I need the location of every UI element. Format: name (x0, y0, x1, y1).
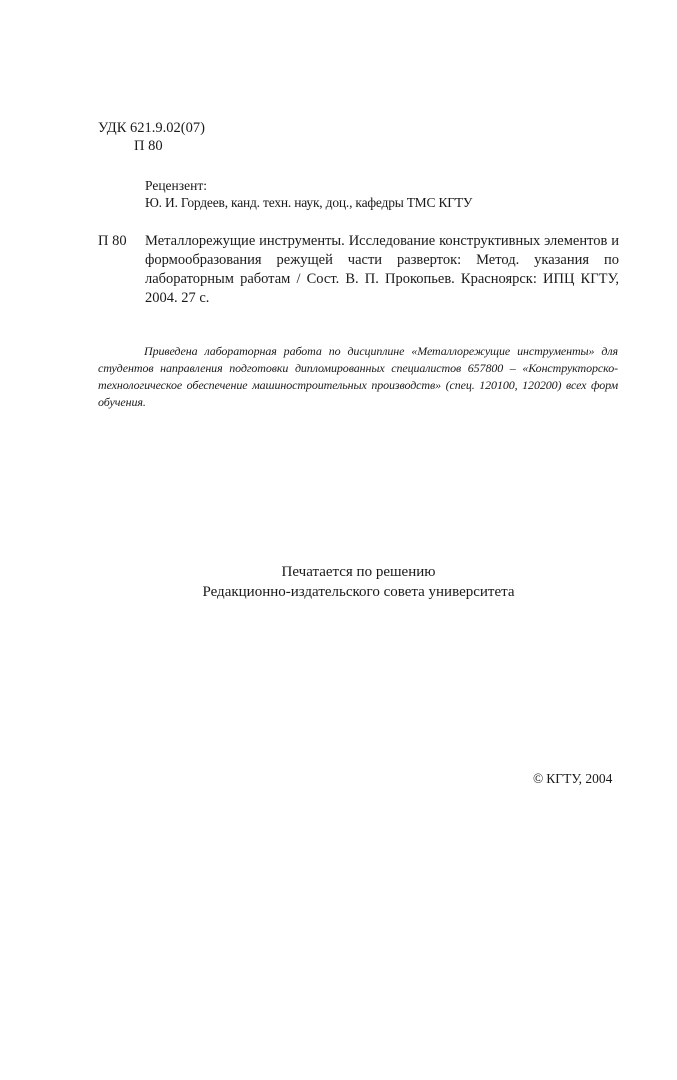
reviewer-label: Рецензент: (145, 178, 207, 193)
bibliography-code: П 80 (98, 233, 127, 249)
print-decision-line-2: Редакционно-издательского совета университета (202, 584, 515, 600)
bibliography-description: Металлорежущие инструменты. Исследование конструктивных элементов и формообразования режущей части разверток: Метод. указания по лабораторным работам / Сост. В. П. Прокопьев. Красноярск: ИПЦ КГТУ, 2004. 27 с. (145, 233, 619, 306)
udk-code: УДК 621.9.02(07) (98, 120, 205, 136)
copyright-symbol: © (533, 771, 544, 786)
copyright (533, 770, 612, 788)
reviewer-text: Ю. И. Гордеев, канд. техн. наук, доц., кафедры ТМС КГТУ (145, 195, 473, 210)
print-decision-line-1: Печатается по решению (281, 564, 436, 580)
copyright-text: КГТУ, 2004 (546, 771, 613, 786)
author-code: П 80 (134, 138, 163, 154)
abstract-text: Приведена лабораторная работа по дисциплине «Металлорежущие инструменты» для студентов направления подготовки дипломированных специалистов 657800 – «Конструкторско-технологическое обеспечение машиностроительных производств» (спец. 120100, 120200) всех форм обучения. (98, 344, 618, 409)
